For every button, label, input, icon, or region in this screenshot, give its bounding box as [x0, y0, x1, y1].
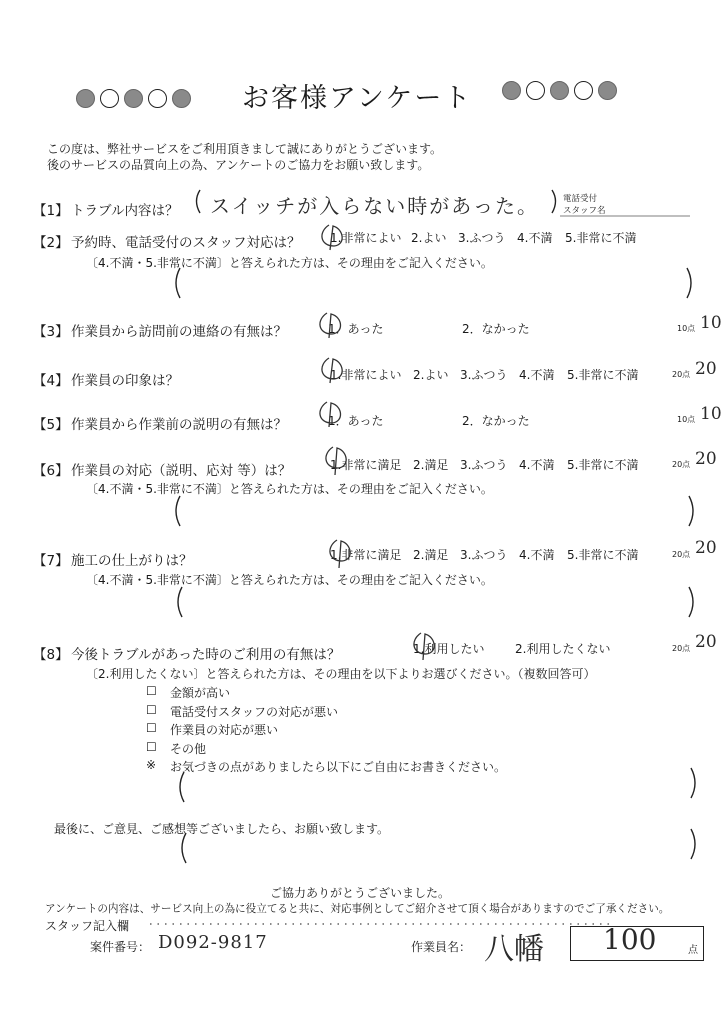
q6-note: 〔4.不満・5.非常に不満〕と答えられた方は、その理由をご記入ください。: [86, 482, 493, 496]
q6-reason-bracket: [176, 496, 693, 526]
q8-option-2[interactable]: 2.利用したくない: [515, 642, 611, 656]
q2-note: 〔4.不満・5.非常に不満〕と答えられた方は、その理由をご記入ください。: [86, 256, 493, 270]
reason-checkbox-2[interactable]: ☐: [146, 703, 157, 717]
closing-bracket: [182, 829, 695, 863]
q7-selection-circle: [330, 540, 350, 568]
q4-option-5[interactable]: 5.非常に不満: [567, 368, 639, 382]
case-number-value[interactable]: D092-9817: [158, 932, 268, 953]
q6-option-4[interactable]: 4.不満: [519, 458, 555, 472]
q5-score: 10: [700, 404, 722, 424]
q8-number: 【8】: [33, 647, 69, 663]
q7-points: 20点: [672, 550, 691, 559]
q7-option-3[interactable]: 3.ふつう: [460, 548, 508, 562]
free-note-mark: ※: [146, 758, 157, 772]
q1-number: 【1】: [33, 203, 69, 219]
q5-points: 10点: [677, 415, 696, 424]
q8-score: 20: [695, 632, 717, 652]
q2-reason-bracket: [176, 268, 691, 298]
q4-score: 20: [695, 359, 717, 379]
closing-thanks: ご協力ありがとうございました。: [270, 886, 451, 900]
reason-checkbox-3[interactable]: ☐: [146, 721, 157, 735]
reason-checkbox-1[interactable]: ☐: [146, 684, 157, 698]
q3-points: 10点: [677, 324, 696, 333]
q2-option-2[interactable]: 2.よい: [411, 231, 447, 245]
worker-name-value[interactable]: 八幡: [484, 932, 544, 967]
case-number-label: 案件番号：: [90, 940, 151, 954]
q5-option-1[interactable]: 1．あった: [328, 414, 384, 428]
q7-note: 〔4.不満・5.非常に不満〕と答えられた方は、その理由をご記入ください。: [86, 573, 493, 587]
q6-points: 20点: [672, 460, 691, 469]
q3-score: 10: [700, 313, 722, 333]
q4-number: 【4】: [33, 373, 69, 389]
total-score-unit: 点: [688, 945, 698, 956]
q3-number: 【3】: [33, 324, 69, 340]
q7-number: 【7】: [33, 553, 69, 569]
reason-label-3: 作業員の対応が悪い: [170, 723, 279, 737]
closing-disclaimer: アンケートの内容は、サービス向上の為に役立てると共に、対応事例としてご紹介させて頂く場合がありますのでご了承ください。: [45, 903, 670, 915]
q1-label: トラブル内容は？: [71, 203, 179, 219]
q6-label: 作業員の対応（説明、応対 等）は？: [71, 463, 292, 479]
reason-label-4: その他: [170, 742, 207, 756]
q4-option-2[interactable]: 2.よい: [413, 368, 449, 382]
free-note-label: お気づきの点がありましたら以下にご自由にお書きください。: [170, 760, 507, 774]
reason-label-1: 金額が高い: [170, 686, 231, 700]
q7-option-2[interactable]: 2.満足: [413, 548, 449, 562]
q7-score: 20: [695, 538, 717, 558]
q8-option-1[interactable]: 1.利用したい: [413, 642, 485, 656]
q8-label: 今後トラブルがあった時のご利用の有無は？: [71, 647, 341, 663]
q7-option-4[interactable]: 4.不満: [519, 548, 555, 562]
q6-option-1[interactable]: 1.非常に満足: [330, 458, 402, 472]
q7-label: 施工の仕上がりは？: [71, 553, 193, 569]
staff-section-label: スタッフ記入欄: [45, 919, 130, 933]
q4-label: 作業員の印象は？: [71, 373, 179, 389]
q2-option-1[interactable]: 1.非常によい: [330, 231, 402, 245]
q4-option-4[interactable]: 4.不満: [519, 368, 555, 382]
q1-staff-label-1: 電話受付: [563, 194, 598, 204]
worker-name-label: 作業員名：: [411, 940, 472, 954]
free-note-bracket: [180, 768, 695, 802]
q7-reason-bracket: [178, 587, 693, 617]
q1-bracket-right: [552, 190, 556, 213]
q1-staff-label-2: スタッフ名: [563, 206, 606, 216]
q8-note: 〔2.利用したくない〕と答えられた方は、その理由を以下よりお選びください。（複数回答可）: [86, 667, 596, 681]
reason-label-2: 電話受付スタッフの対応が悪い: [170, 705, 339, 719]
q8-points: 20点: [672, 644, 691, 653]
q6-option-2[interactable]: 2.満足: [413, 458, 449, 472]
q4-option-1[interactable]: 1.非常によい: [330, 368, 402, 382]
page-title: お客様アンケート: [242, 83, 473, 114]
reason-checkbox-4[interactable]: ☐: [146, 740, 157, 754]
q5-selection-circle: [320, 402, 341, 427]
closing-request: 最後に、ご意見、ご感想等ございましたら、お願い致します。: [54, 822, 390, 836]
q4-option-3[interactable]: 3.ふつう: [460, 368, 508, 382]
q6-option-3[interactable]: 3.ふつう: [460, 458, 508, 472]
q2-number: 【2】: [33, 235, 69, 251]
q5-number: 【5】: [33, 417, 69, 433]
total-score-value: 100: [603, 923, 657, 956]
q8-selection-circle: [414, 633, 434, 660]
q1-answer[interactable]: スイッチが入らない時があった。: [210, 194, 539, 218]
q5-option-2[interactable]: 2．なかった: [462, 414, 530, 428]
q4-points: 20点: [672, 370, 691, 379]
q2-option-4[interactable]: 4.不満: [517, 231, 553, 245]
q4-selection-circle: [322, 358, 342, 383]
q7-option-1[interactable]: 1.非常に満足: [330, 548, 402, 562]
q6-selection-circle: [326, 447, 346, 475]
q3-selection-circle: [320, 313, 341, 338]
intro-line-2: 後のサービスの品質向上の為、アンケートのご協力をお願い致します。: [47, 158, 430, 172]
q6-number: 【6】: [33, 463, 69, 479]
q2-selection-circle: [322, 225, 342, 250]
q2-option-3[interactable]: 3.ふつう: [458, 231, 506, 245]
q3-option-1[interactable]: 1．あった: [328, 322, 384, 336]
q6-option-5[interactable]: 5.非常に不満: [567, 458, 639, 472]
q3-option-2[interactable]: 2．なかった: [462, 322, 530, 336]
intro-line-1: この度は、弊社サービスをご利用頂きまして誠にありがとうございます。: [47, 142, 443, 156]
q5-label: 作業員から作業前の説明の有無は？: [71, 417, 287, 433]
q7-option-5[interactable]: 5.非常に不満: [567, 548, 639, 562]
q2-label: 予約時、電話受付のスタッフ対応は？: [71, 235, 301, 251]
q2-option-5[interactable]: 5.非常に不満: [565, 231, 637, 245]
q6-score: 20: [695, 449, 717, 469]
q3-label: 作業員から訪問前の連絡の有無は？: [71, 324, 287, 340]
q1-bracket-left: [197, 190, 201, 213]
